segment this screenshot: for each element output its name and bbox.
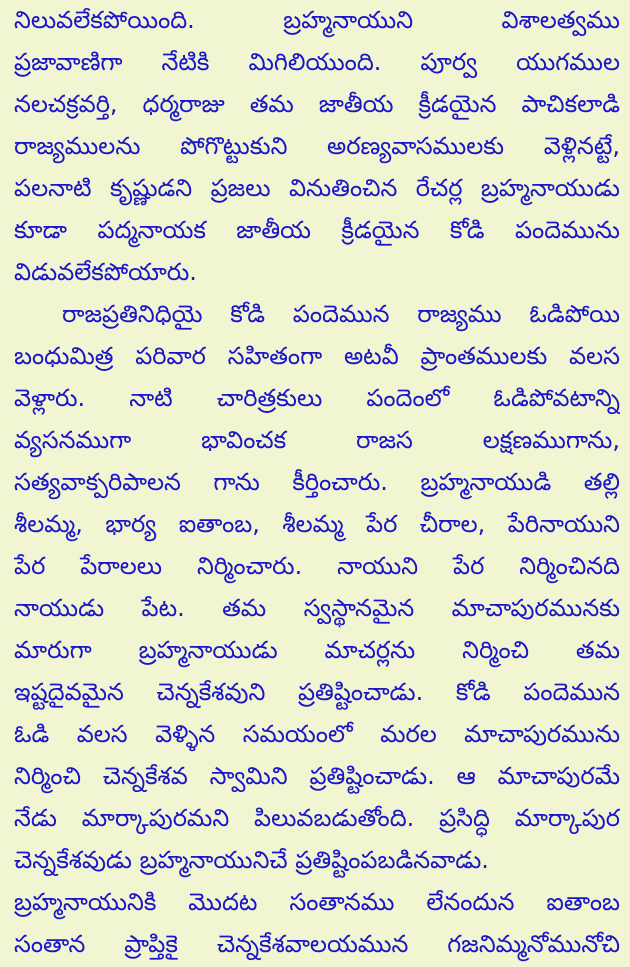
text-line-2: ప్రజావాణిగా నేటికి మిగిలియుంది. పూర్వ యుగముల — [14, 48, 620, 76]
text-line-4: రాజ్యములను పోగొట్టుకుని అరణ్యవాసములకు వెళ్లినట్టే, — [14, 132, 620, 160]
text-line-12: సత్యవాక్పరిపాలన గాను కీర్తించారు. బ్రహ్మనాయుడి తల్లి — [14, 468, 620, 496]
text-line-7: విడువలేకపోయారు. — [14, 258, 197, 286]
text-line-16: మారుగా బ్రహ్మనాయుడు మాచర్లను నిర్మించి తమ — [14, 636, 620, 664]
text-line-11: వ్యసనముగా భావించక రాజస లక్షణముగాను, — [14, 426, 620, 454]
text-line-5: పలనాటి కృష్ణుడని ప్రజలు వినుతించిన రేచర్ల బ్రహ్మనాయుడు — [14, 174, 620, 202]
text-line-8: రాజప్రతినిధియై కోడి పందెమున రాజ్యము ఓడిపోయి — [62, 300, 620, 328]
text-line-9: బంధుమిత్ర పరివార సహితంగా అటవీ ప్రాంతములకు వలస — [14, 342, 620, 370]
text-line-18: ఓడి వలస వెళ్ళిన సమయంలో మరల మాచాపురమును — [14, 720, 620, 748]
text-line-6: కూడా పద్మనాయక జాతీయ క్రీడయైన కోడి పందెమును — [14, 216, 620, 244]
text-line-10: వెళ్లారు. నాటి చారిత్రకులు పందెంలో ఓడిపోవటాన్ని — [14, 384, 620, 412]
text-line-3: నలచక్రవర్తి, ధర్మరాజు తమ జాతీయ క్రీడయైన పాచికలాడి — [14, 90, 620, 118]
text-line-17: ఇష్టదైవమైన చెన్నకేశవుని ప్రతిష్టించాడు. కోడి పందెమున — [14, 678, 620, 706]
text-line-15: నాయుడు పేట. తమ స్వస్థానమైన మాచాపురమునకు — [14, 594, 620, 622]
text-line-13: శీలమ్మ, భార్య ఐతాంబ, శీలమ్మ పేర చీరాల, పేరినాయుని — [14, 510, 620, 538]
text-line-19: నిర్మించి చెన్నకేశవ స్వామిని ప్రతిష్టించాడు. ఆ మాచాపురమే — [14, 762, 620, 790]
text-line-14: పేర పేరాలలు నిర్మించారు. నాయుని పేర నిర్మించినది — [14, 552, 620, 580]
text-line-22: బ్రహ్మనాయునికి మొదట సంతానము లేనందున ఐతాంబ — [14, 888, 620, 916]
text-line-1: నిలువలేకపోయింది. బ్రహ్మనాయుని విశాలత్వము — [14, 6, 620, 34]
text-line-20: నేడు మార్కాపురమని పిలువబడుతోంది. ప్రసిద్ధి మార్కాపుర — [14, 804, 620, 832]
text-line-21: చెన్నకేశవుడు బ్రహ్మనాయునిచే ప్రతిష్టింపబడినవాడు. — [14, 846, 489, 874]
text-line-23: సంతాన ప్రాప్తికై చెన్నకేశవాలయమున గజనిమ్మనోమునోచి — [14, 930, 620, 958]
